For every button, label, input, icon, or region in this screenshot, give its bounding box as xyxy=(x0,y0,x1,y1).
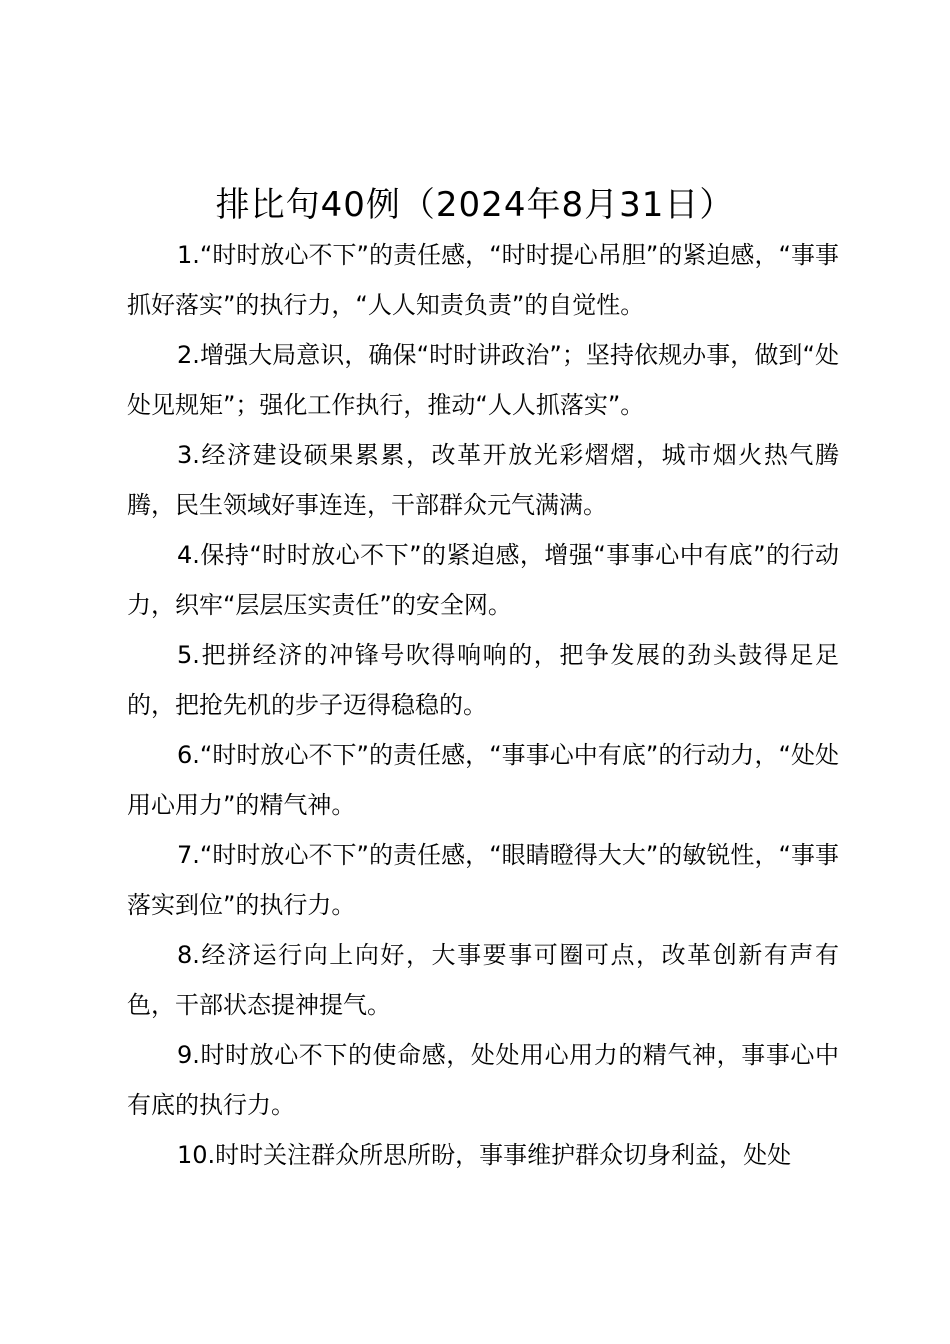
paragraph-5: 5.把拼经济的冲锋号吹得响响的，把争发展的劲头鼓得足足的，把抢先机的步子迈得稳稳的。 xyxy=(127,641,839,719)
paragraph-6: 6.“时时放心不下”的责任感，“事事心中有底”的行动力，“处处用心用力”的精气神。 xyxy=(127,741,839,819)
document-body xyxy=(127,230,839,1180)
paragraph-2: 2.增强大局意识，确保“时时讲政治”；坚持依规办事，做到“处处见规矩”；强化工作执行，推动“人人抓落实”。 xyxy=(127,341,839,419)
paragraph-3: 3.经济建设硕果累累，改革开放光彩熠熠，城市烟火热气腾腾，民生领域好事连连，干部群众元气满满。 xyxy=(127,441,839,519)
paragraph-8: 8.经济运行向上向好，大事要事可圈可点，改革创新有声有色，干部状态提神提气。 xyxy=(127,941,839,1019)
document-title: 排比句40例（2024年8月31日） xyxy=(215,185,735,225)
paragraph-4: 4.保持“时时放心不下”的紧迫感，增强“事事心中有底”的行动力，织牢“层层压实责任”的安全网。 xyxy=(127,541,839,619)
paragraph-1: 1.“时时放心不下”的责任感，“时时提心吊胆”的紧迫感，“事事抓好落实”的执行力，“人人知责负责”的自觉性。 xyxy=(127,241,839,319)
paragraph-9: 9.时时放心不下的使命感，处处用心用力的精气神，事事心中有底的执行力。 xyxy=(127,1041,839,1119)
paragraph-7: 7.“时时放心不下”的责任感，“眼睛瞪得大大”的敏锐性，“事事落实到位”的执行力。 xyxy=(127,841,839,919)
paragraph-10: 10.时时关注群众所思所盼，事事维护群众切身利益，处处 xyxy=(177,1141,792,1169)
